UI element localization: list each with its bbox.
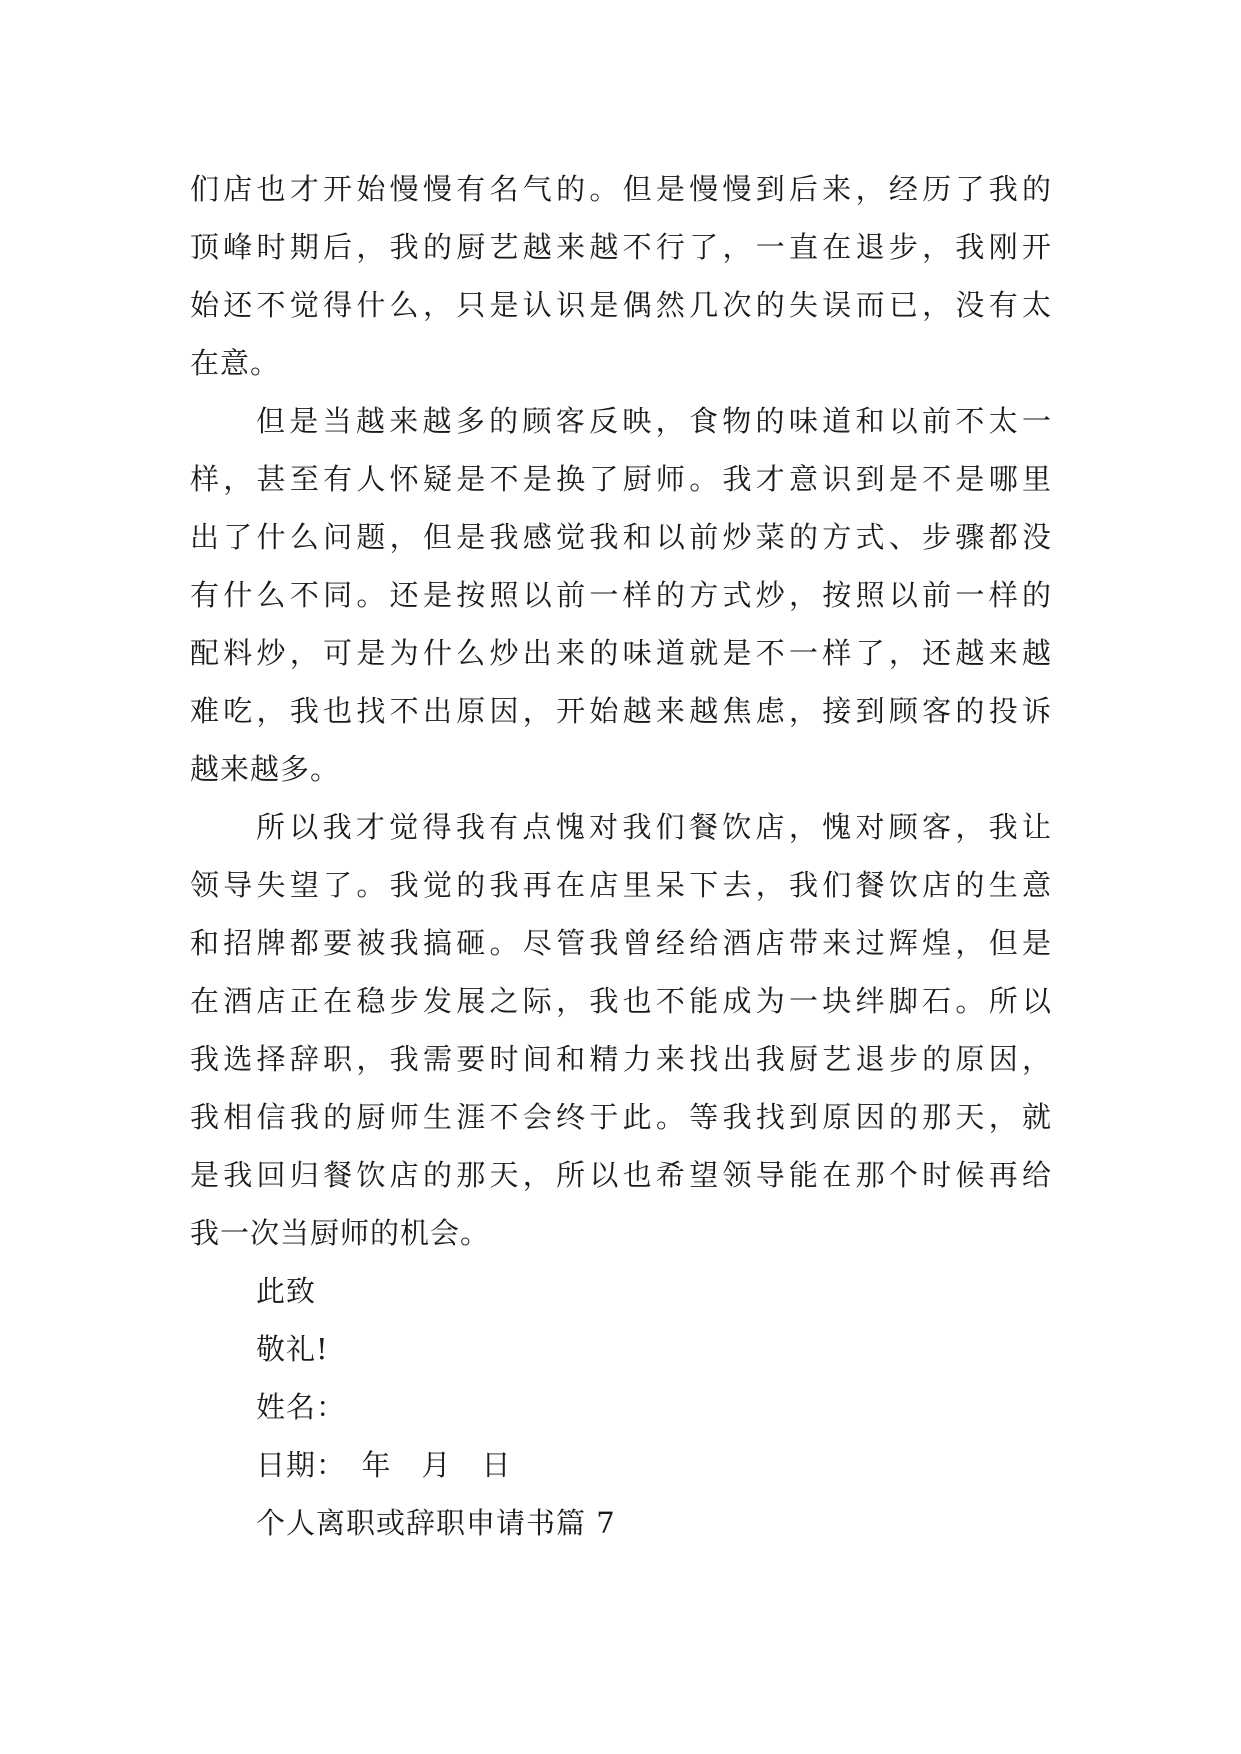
text-line: 我相信我的厨师生涯不会终于此。等我找到原因的那天，就: [190, 1100, 1052, 1134]
text-line: 是我回归餐饮店的那天，所以也希望领导能在那个时候再给: [190, 1158, 1052, 1192]
text-line: 顶峰时期后，我的厨艺越来越不行了，一直在退步，我刚开: [190, 230, 1052, 264]
name-label: 姓名：: [256, 1390, 347, 1424]
letter-closing: [190, 1262, 1052, 1552]
text-line: 我一次当厨师的机会。: [190, 1216, 491, 1250]
text-line: 出了什么问题，但是我感觉我和以前炒菜的方式、步骤都没: [190, 520, 1052, 554]
text-line: 我选择辞职，我需要时间和精力来找出我厨艺退步的原因，: [190, 1042, 1052, 1076]
date-label: 日期： 年 月 日: [256, 1448, 512, 1482]
text-line: 们店也才开始慢慢有名气的。但是慢慢到后来，经历了我的: [190, 172, 1052, 206]
text-line: 但是当越来越多的顾客反映，食物的味道和以前不太一: [256, 404, 1052, 438]
text-line: 越来越多。: [190, 752, 341, 786]
paragraph-3: [190, 798, 1052, 1262]
text-line: 难吃，我也找不出原因，开始越来越焦虑，接到顾客的投诉: [190, 694, 1052, 728]
next-section-title: 个人离职或辞职申请书篇 7: [256, 1506, 616, 1540]
text-line: 始还不觉得什么，只是认识是偶然几次的失误而已，没有太: [190, 288, 1052, 322]
text-line: 和招牌都要被我搞砸。尽管我曾经给酒店带来过辉煌，但是: [190, 926, 1052, 960]
paragraph-2: [190, 392, 1052, 798]
text-line: 所以我才觉得我有点愧对我们餐饮店，愧对顾客，我让: [256, 810, 1052, 844]
text-line: 在意。: [190, 346, 281, 380]
document-body: [190, 160, 1052, 1552]
paragraph-1: [190, 160, 1052, 392]
text-line: 有什么不同。还是按照以前一样的方式炒，按照以前一样的: [190, 578, 1052, 612]
text-line: 配料炒，可是为什么炒出来的味道就是不一样了，还越来越: [190, 636, 1052, 670]
text-line: 在酒店正在稳步发展之际，我也不能成为一块绊脚石。所以: [190, 984, 1052, 1018]
text-line: 样，甚至有人怀疑是不是换了厨师。我才意识到是不是哪里: [190, 462, 1052, 496]
regards: 敬礼!: [256, 1332, 329, 1366]
text-line: 领导失望了。我觉的我再在店里呆下去，我们餐饮店的生意: [190, 868, 1052, 902]
salutation: 此致: [256, 1274, 317, 1308]
